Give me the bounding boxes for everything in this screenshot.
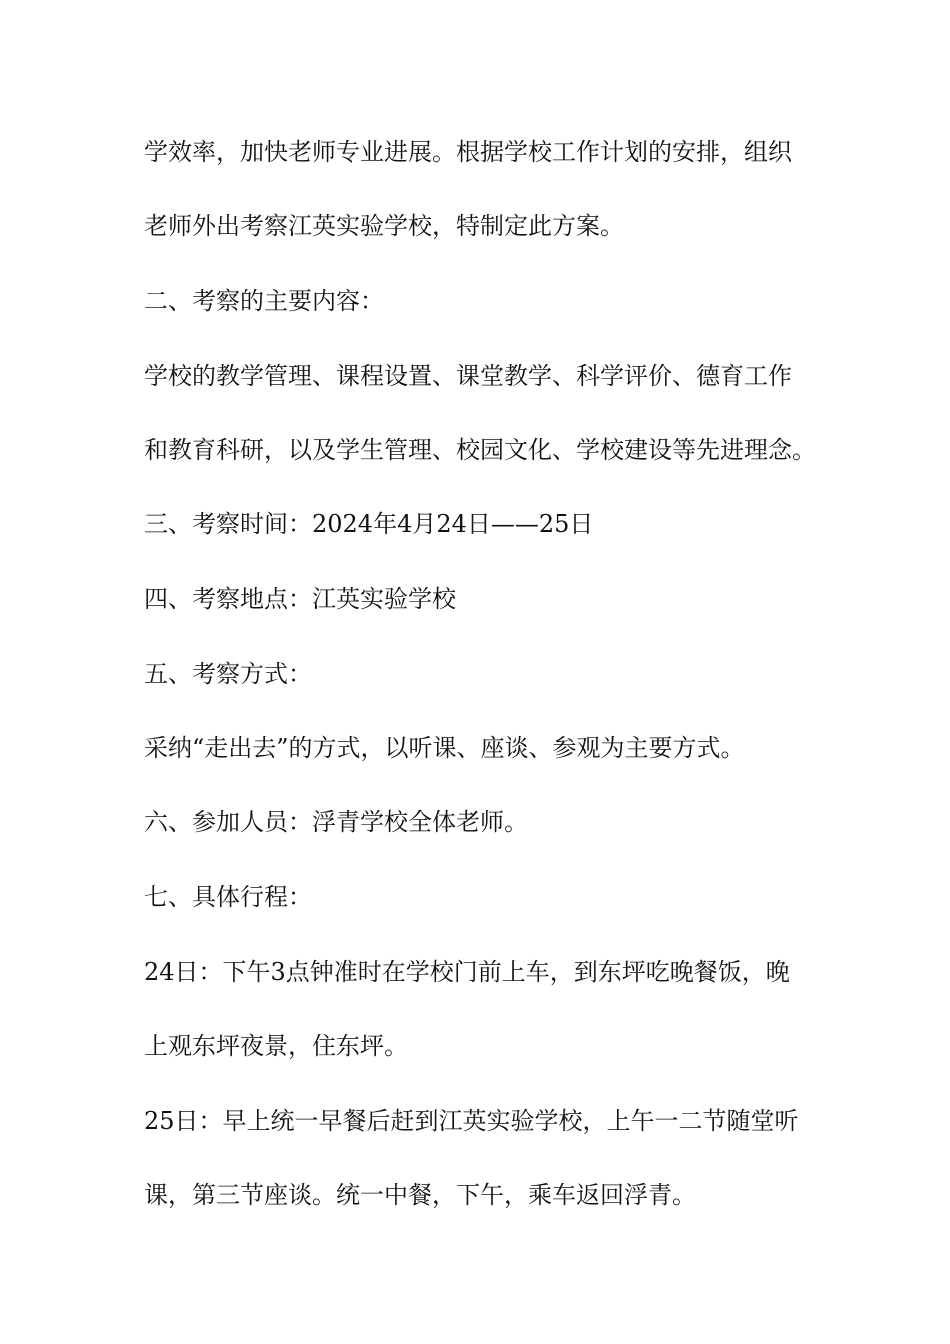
- body-text-line: 25日：早上统一早餐后赶到江英实验学校，上午一二节随堂听: [144, 1107, 799, 1135]
- body-text-line: 学校的教学管理、课程设置、课堂教学、科学评价、德育工作: [144, 362, 792, 390]
- body-text-line: 采纳“走出去”的方式，以听课、座谈、参观为主要方式。: [144, 734, 745, 762]
- section-heading: 三、考察时间：2024年4月24日——25日: [144, 510, 594, 538]
- body-text-line: 学效率，加快老师专业进展。根据学校工作计划的安排，组织: [144, 138, 792, 166]
- body-text-line: 上观东坪夜景，住东坪。: [144, 1032, 408, 1060]
- section-heading: 二、考察的主要内容：: [144, 287, 384, 315]
- section-heading: 六、参加人员：浮青学校全体老师。: [144, 808, 528, 836]
- body-text-line: 和教育科研，以及学生管理、校园文化、学校建设等先进理念。: [144, 436, 816, 464]
- section-heading: 七、具体行程：: [144, 883, 312, 911]
- body-text-line: 24日：下午3点钟准时在学校门前上车，到东坪吃晚餐饭，晚: [144, 958, 790, 986]
- body-text-line: 老师外出考察江英实验学校，特制定此方案。: [144, 212, 624, 240]
- body-text-line: 课，第三节座谈。统一中餐，下午，乘车返回浮青。: [144, 1181, 696, 1209]
- section-heading: 五、考察方式：: [144, 660, 312, 688]
- section-heading: 四、考察地点：江英实验学校: [144, 585, 456, 613]
